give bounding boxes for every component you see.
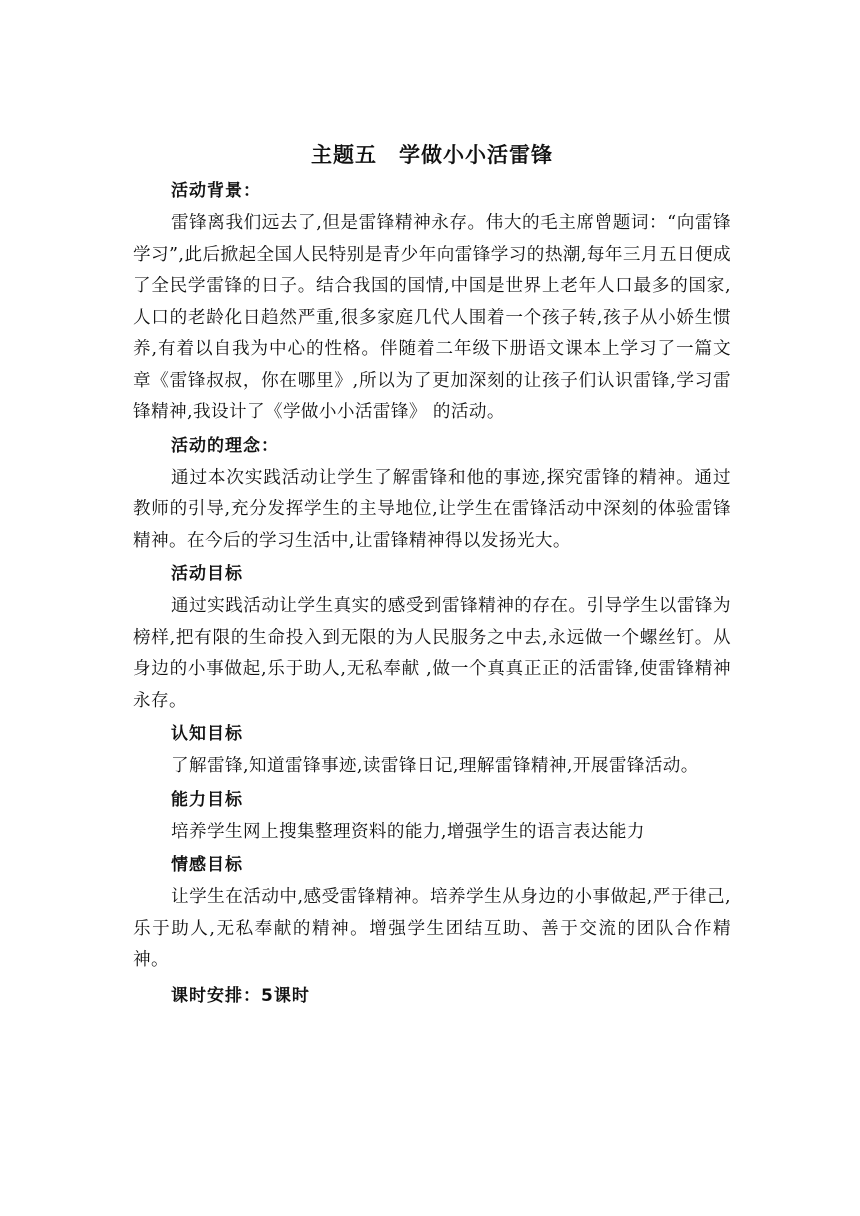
section-paragraph-ability-goals: 培养学生网上搜集整理资料的能力,增强学生的语言表达能力 (171, 821, 645, 842)
section-paragraph-goals: 通过实践活动让学生真实的感受到雷锋精神的存在。引导学生以雷锋为榜样,把有限的生命投入到无限的为人民服务之中去,永远做一个螺丝钉。从身边的小事做起,乐于助人,无私奉献 ,做一个真真正正的活雷锋,使雷锋精神永存。 (133, 596, 731, 711)
section-paragraph-concept: 通过本次实践活动让学生了解雷锋和他的事迹,探究雷锋的精神。通过教师的引导,充分发挥学生的主导地位,让学生在雷锋活动中深刻的体验雷锋精神。在今后的学习生活中,让雷锋精神得以发扬光大。 (133, 467, 731, 551)
section-heading-background: 活动背景： (171, 181, 261, 201)
section-paragraph-cognitive-goals: 了解雷锋,知道雷锋事迹,读雷锋日记,理解雷锋精神,开展雷锋活动。 (171, 756, 699, 776)
section-heading-ability-goals: 能力目标 (171, 789, 243, 810)
document-title: 主题五 学做小小活雷锋 (311, 143, 553, 167)
section-heading-goals: 活动目标 (171, 564, 243, 584)
section-heading-concept: 活动的理念： (171, 435, 279, 456)
schedule-heading: 课时安排：5课时 (171, 985, 310, 1006)
section-paragraph-background: 雷锋离我们远去了,但是雷锋精神永存。伟大的毛主席曾题词：“向雷锋学习”,此后掀起全国人民特别是青少年向雷锋学习的热潮,每年三月五日便成了全民学雷锋的日子。结合我国的国情,中国是世界上老年人口最多的国家,人口的老龄化日趋然严重,很多家庭几代人围着一个孩子转,孩子从小娇生惯养,有着以自我为中心的性格。伴随着二年级下册语文课本上学习了一篇文章《雷锋叔叔，你在哪里》,所以为了更加深刻的让孩子们认识雷锋,学习雷锋精神,我设计了《学做小小活雷锋》 的活动。 (133, 213, 731, 422)
section-paragraph-emotional-goals: 让学生在活动中,感受雷锋精神。培养学生从身边的小事做起,严于律己,乐于助人,无私奉献的精神。增强学生团结互助、善于交流的团队合作精神。 (133, 887, 731, 970)
section-heading-emotional-goals: 情感目标 (171, 855, 243, 875)
document-page (133, 140, 731, 1013)
section-heading-cognitive-goals: 认知目标 (171, 724, 243, 744)
